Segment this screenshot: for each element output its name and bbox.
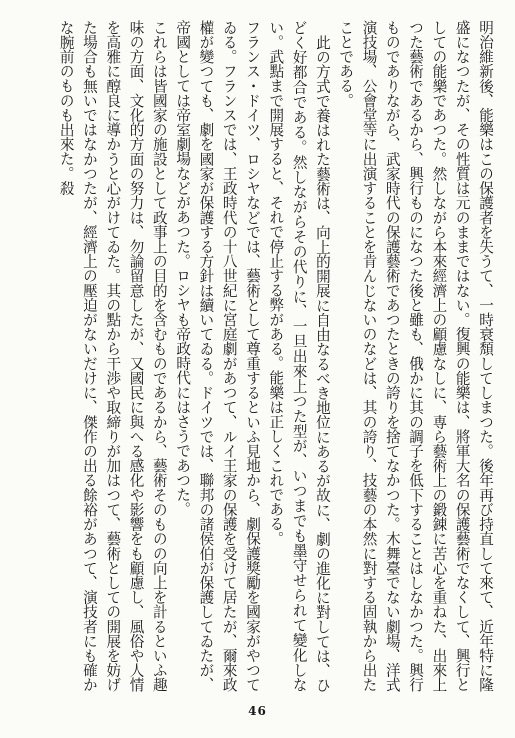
paragraph-2: 此の方式で養はれた藝術は、向上的開展に自由なるべき地位にあるが故に、劇の進化に對しては、ひどく好都合である。然しながらその代りに、一旦出來上つた型が、いつまでも墨守せられて變化しない。武點まで開展すると、それで停止する弊がある。能樂は正しくこれである。: [267, 20, 331, 692]
vertical-text-body: [20, 20, 497, 692]
page-number: 46: [248, 704, 267, 718]
paragraph-3: フランス・ドイツ、ロシヤなどでは、藝術として尊重するといふ見地から、劇保護獎勵を國家がやつてゐる。フランスでは、王政時代の十八世紀に宮庭劇があつて、ルイ王家の保護を受けて居たが、爾來政權が變つても、劇を國家が保護する方針は續いてゐる。ドイツでは、聯邦の諸侯伯が保護してゐたが、帝國としては帝室劇場などがあつた。ロシヤも帝政時代にはさうであつた。: [174, 20, 262, 692]
paragraph-4: これらは皆國家の施設として政事上の目的を含むものであるから、藝術そのものの向上を計るといふ趣味の方面、文化的方面の努力は、勿論留意したが、又國民に與へる感化や影響をも顧慮し、風俗や人情を高雅に醇良に導かうと心がけてゐた。其の點から干渉や取締りが加はつて、藝術としての開展を妨げた場合も無いではなかつたが、經濟上の壓迫がないだけに、傑作の出る餘裕があつて、演技者にも確かな腕前のものも出來た。殺: [57, 20, 168, 692]
paragraph-1: 明治維新後、能樂はこの保護者を失うて、一時衰頽してしまつた。後年再び持直して來て、近年特に隆盛になつたが、その性質は元のままではない。復興の能樂は、將軍大名の保護藝術でなくして、興行としての能樂であつた。然しながら本來經濟上の顧慮なしに、専ら藝術上の鍛錬に苦心を重ねた、出來上つた藝術であるから、興行ものになつた後と雖も、俄かに其の調子を低下することはしなかつた。興行ものでありながら、武家時代の保護藝術であつたときの誇りを捨てなかつた。木舞臺でない劇場、洋式演技場、公會堂等に出演することを肯んじないのなどは、其の誇り、技藝の本然に對する固執から出たことである。: [337, 20, 494, 692]
